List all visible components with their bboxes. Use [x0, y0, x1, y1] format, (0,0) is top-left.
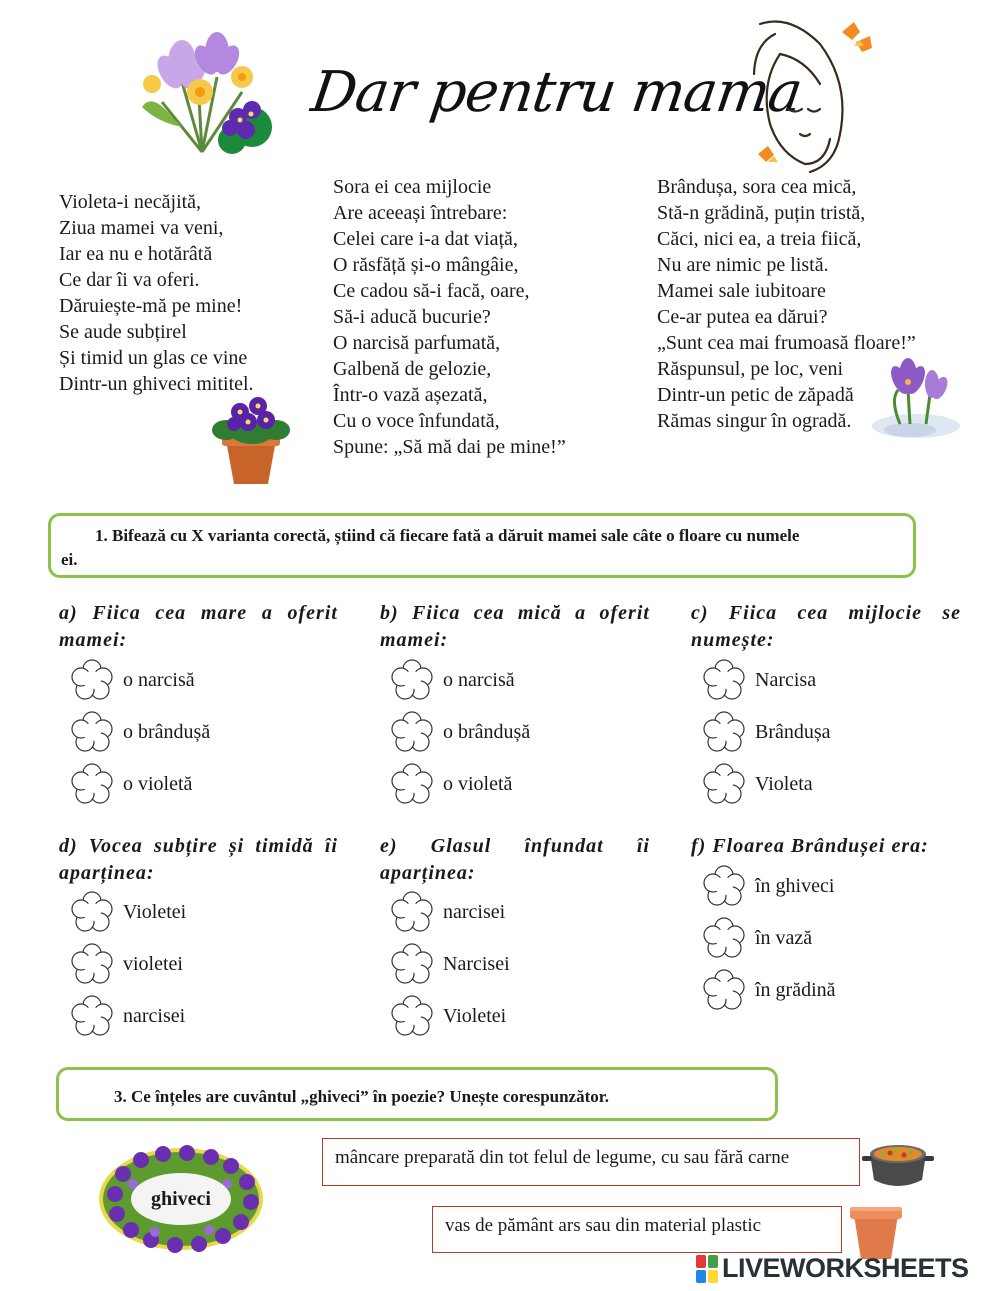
poem-line: Cu o voce înfundată,	[333, 410, 500, 432]
option-row[interactable]: în grădină	[701, 968, 836, 1012]
options-a	[69, 658, 210, 806]
option-row[interactable]: Violetei	[389, 994, 510, 1038]
question-c	[691, 600, 961, 654]
flower-checkbox-icon[interactable]	[701, 916, 747, 960]
flower-pot-icon	[846, 1201, 906, 1261]
violet-wreath	[95, 1144, 267, 1254]
option-row[interactable]: o violetă	[69, 762, 210, 806]
question-d-line2: aparținea:	[59, 862, 155, 884]
poem-line: Dăruiește-mă pe mine!	[59, 295, 243, 317]
poem-line: Violeta-i necăjită,	[59, 191, 202, 213]
logo-mark-icon	[696, 1255, 718, 1283]
logo-square	[696, 1270, 706, 1283]
question-c-line1: c) Fiica cea mijlocie se	[691, 602, 961, 624]
task3-instruction: 3. Ce înțeles are cuvântul „ghiveci” în poezie? Unește corespunzător.	[56, 1067, 778, 1121]
match-word: ghiveci	[151, 1188, 211, 1210]
logo-square	[708, 1270, 718, 1283]
poem-column-2	[333, 174, 566, 460]
option-row[interactable]: o brândușă	[69, 710, 210, 754]
poem-column-1	[59, 189, 254, 397]
flower-checkbox-icon[interactable]	[701, 968, 747, 1012]
poem-line: Ce dar îi va oferi.	[59, 269, 200, 291]
option-row[interactable]: violetei	[69, 942, 186, 986]
poem-line: Căci, nici ea, a treia fiică,	[657, 228, 862, 250]
flower-checkbox-icon[interactable]	[389, 942, 435, 986]
page-title: Dar pentru mama	[307, 60, 806, 125]
option-row[interactable]: o violetă	[389, 762, 530, 806]
poem-line: Ziua mamei va veni,	[59, 217, 224, 239]
violet-pot-icon	[212, 392, 290, 488]
flower-checkbox-icon[interactable]	[701, 864, 747, 908]
poem-line: Să-i aducă bucurie?	[333, 306, 491, 328]
question-b-line2: mamei:	[380, 629, 449, 651]
options-f	[701, 864, 836, 1012]
flower-checkbox-icon[interactable]	[701, 710, 747, 754]
poem-line: Rămas singur în ogradă.	[657, 410, 852, 432]
flower-checkbox-icon[interactable]	[389, 710, 435, 754]
poem-line: Are aceeași întrebare:	[333, 202, 508, 224]
poem-line: Sora ei cea mijlocie	[333, 176, 492, 198]
option-row[interactable]: în vază	[701, 916, 836, 960]
definition-box-2[interactable]: vas de pământ ars sau din material plastic	[432, 1206, 842, 1253]
question-c-line2: numește:	[691, 629, 775, 651]
poem-line: „Sunt cea mai frumoasă floare!”	[657, 332, 916, 354]
option-row[interactable]: Brândușa	[701, 710, 831, 754]
option-row[interactable]: o narcisă	[69, 658, 210, 702]
question-f	[691, 833, 961, 860]
logo-text: LIVEWORKSHEETS	[722, 1253, 969, 1283]
flower-checkbox-icon[interactable]	[389, 994, 435, 1038]
poem-line: Ce cadou să-i facă, oare,	[333, 280, 530, 302]
question-d	[59, 833, 338, 887]
logo-square	[696, 1255, 706, 1268]
option-row[interactable]: Violetei	[69, 890, 186, 934]
flower-checkbox-icon[interactable]	[389, 658, 435, 702]
flower-checkbox-icon[interactable]	[69, 994, 115, 1038]
poem-line: Răspunsul, pe loc, veni	[657, 358, 844, 380]
task1-instruction	[48, 513, 916, 578]
poem-line: Brândușa, sora cea mică,	[657, 176, 857, 198]
option-row[interactable]: Narcisa	[701, 658, 831, 702]
poem-line: Dintr-un ghiveci mititel.	[59, 373, 254, 395]
poem-line: Dintr-un petic de zăpadă	[657, 384, 854, 406]
flower-checkbox-icon[interactable]	[389, 890, 435, 934]
question-b	[380, 600, 650, 654]
option-row[interactable]: Violeta	[701, 762, 831, 806]
poem-line: Celei care i-a dat viață,	[333, 228, 518, 250]
stew-pot-icon	[862, 1134, 934, 1192]
question-e-line1: e) Glasul înfundat îi	[380, 835, 650, 857]
logo-square	[708, 1255, 718, 1268]
poem-line: Iar ea nu e hotărâtă	[59, 243, 213, 265]
question-f-line1: f) Floarea Brândușei era:	[691, 835, 929, 857]
question-e	[380, 833, 650, 887]
poem-line: Într-o vază așezată,	[333, 384, 488, 406]
question-a-line1: a) Fiica cea mare a oferit	[59, 602, 338, 624]
poem-line: O narcisă parfumată,	[333, 332, 501, 354]
poem-line: Spune: „Să mă dai pe mine!”	[333, 436, 566, 458]
bouquet-icon	[122, 22, 282, 157]
flower-checkbox-icon[interactable]	[69, 762, 115, 806]
flower-checkbox-icon[interactable]	[69, 942, 115, 986]
flower-checkbox-icon[interactable]	[69, 890, 115, 934]
poem-line: Nu are nimic pe listă.	[657, 254, 829, 276]
options-b	[389, 658, 530, 806]
poem-line: Și timid un glas ce vine	[59, 347, 248, 369]
poem-line: Mamei sale iubitoare	[657, 280, 826, 302]
option-row[interactable]: Narcisei	[389, 942, 510, 986]
option-row[interactable]: narcisei	[69, 994, 186, 1038]
option-row[interactable]: o narcisă	[389, 658, 530, 702]
flower-checkbox-icon[interactable]	[701, 762, 747, 806]
definition-box-1[interactable]: mâncare preparată din tot felul de legume, cu sau fără carne	[322, 1138, 860, 1186]
flower-checkbox-icon[interactable]	[701, 658, 747, 702]
question-a-line2: mamei:	[59, 629, 128, 651]
options-d	[69, 890, 186, 1038]
question-e-line2: aparținea:	[380, 862, 476, 884]
mother-child-drawing	[750, 14, 880, 174]
flower-checkbox-icon[interactable]	[69, 710, 115, 754]
option-row[interactable]: în ghiveci	[701, 864, 836, 908]
question-d-line1: d) Vocea subțire și timidă îi	[59, 835, 338, 857]
poem-line: Se aude subțirel	[59, 321, 187, 343]
question-a	[59, 600, 338, 654]
liveworksheets-logo	[696, 1253, 969, 1284]
option-row[interactable]: o brândușă	[389, 710, 530, 754]
option-row[interactable]: narcisei	[389, 890, 510, 934]
poem-line: Stă-n grădină, puțin tristă,	[657, 202, 866, 224]
poem-line: O răsfăță și-o mângâie,	[333, 254, 519, 276]
flower-checkbox-icon[interactable]	[69, 658, 115, 702]
question-b-line1: b) Fiica cea mică a oferit	[380, 602, 650, 624]
crocus-snow-icon	[870, 350, 962, 440]
task1-line2: ei.	[61, 550, 78, 569]
options-c	[701, 658, 831, 806]
options-e	[389, 890, 510, 1038]
task1-line1: 1. Bifează cu X varianta corectă, știind că fiecare fată a dăruit mamei sale câte o floare cu numele	[95, 526, 800, 545]
poem-line: Galbenă de gelozie,	[333, 358, 492, 380]
flower-checkbox-icon[interactable]	[389, 762, 435, 806]
poem-line: Ce-ar putea ea dărui?	[657, 306, 828, 328]
